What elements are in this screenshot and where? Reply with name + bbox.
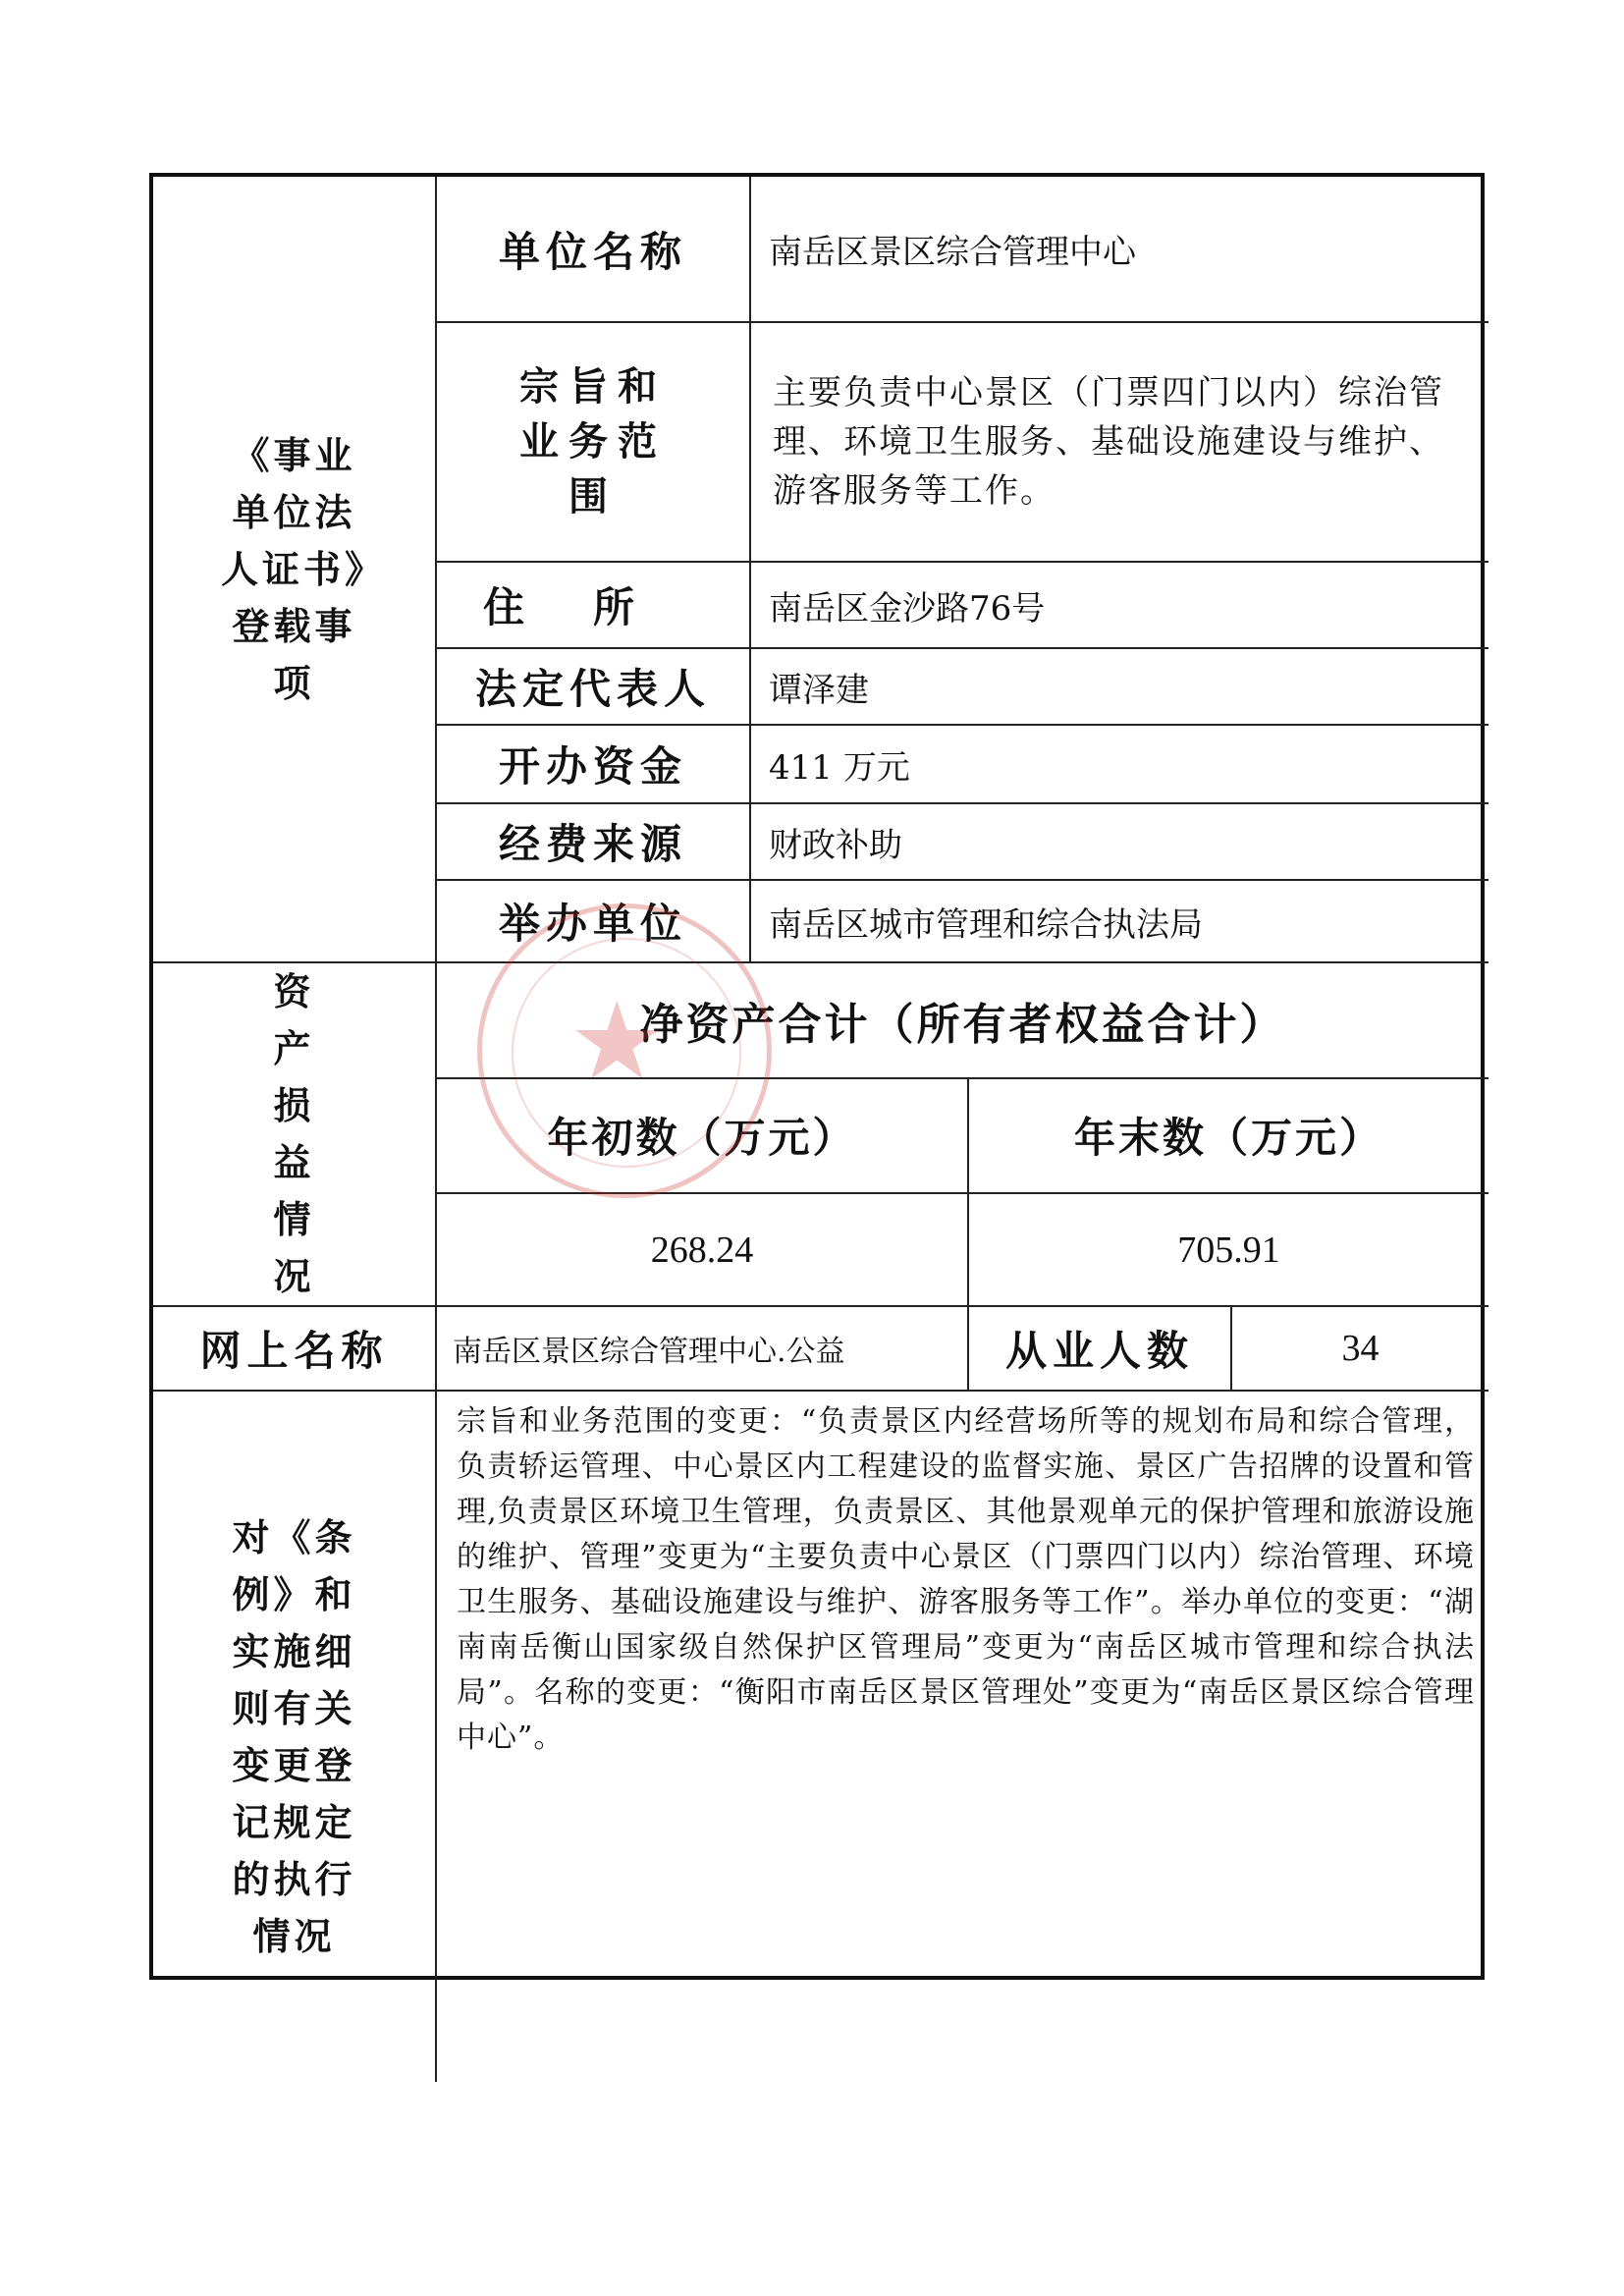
seal-star-icon: ★ xyxy=(568,978,666,1104)
form-table xyxy=(153,177,1489,2082)
sponsor-value: 南岳区城市管理和综合执法局 xyxy=(750,880,1489,962)
capital-value: 411 万元 xyxy=(750,725,1489,803)
begin-year-value: 268.24 xyxy=(436,1193,968,1306)
capital-label: 开办资金 xyxy=(436,725,750,803)
section-registration-title: 《事业单位法人证书》登载事项 xyxy=(153,177,436,962)
address-value: 南岳区金沙路76号 xyxy=(750,562,1489,648)
net-assets-header: 净资产合计（所有者权益合计） xyxy=(436,962,1489,1078)
begin-year-label: 年初数（万元） xyxy=(436,1078,968,1194)
address-label: 住所 xyxy=(436,562,750,648)
funding-label: 经费来源 xyxy=(436,803,750,880)
purpose-label: 宗旨和业务范围 xyxy=(436,322,750,562)
row-online xyxy=(153,1306,1489,1391)
sponsor-label: 举办单位 xyxy=(436,880,750,962)
row-unit-name xyxy=(153,177,1489,322)
registration-form xyxy=(149,173,1485,1980)
changes-text: 宗旨和业务范围的变更：“负责景区内经营场所等的规划布局和综合管理，负责轿运管理、中心景区内工程建设的监督实施、景区广告招牌的设置和管理,负责景区环境卫生管理，负责景区、其他景观单元的保护管理和旅游设施的维护、管理”变更为“主要负责中心景区（门票四门以内）综治管理、环境卫生服务、基础设施建设与维护、游客服务等工作”。举办单位的变更：“湖南南岳衡山国家级自然保护区管理局”变更为“南岳区城市管理和综合执法局”。名称的变更：“衡阳市南岳区景区管理处”变更为“南岳区景区综合管理中心”。 xyxy=(436,1391,1489,2082)
staff-count-label: 从业人数 xyxy=(968,1306,1231,1391)
purpose-value: 主要负责中心景区（门票四门以内）综治管理、环境卫生服务、基础设施建设与维护、游客服务等工作。 xyxy=(750,322,1489,562)
legal-rep-value: 谭泽建 xyxy=(750,648,1489,725)
section-changes-title: 对《条例》和实施细则有关变更登记规定的执行情况 xyxy=(153,1391,436,2082)
unit-name-value: 南岳区景区综合管理中心 xyxy=(750,177,1489,322)
legal-rep-label: 法定代表人 xyxy=(436,648,750,725)
end-year-label: 年末数（万元） xyxy=(968,1078,1489,1194)
staff-count-value: 34 xyxy=(1231,1306,1489,1391)
online-name-value: 南岳区景区综合管理中心.公益 xyxy=(436,1306,968,1391)
funding-value: 财政补助 xyxy=(750,803,1489,880)
row-assets-header xyxy=(153,962,1489,1078)
online-name-label: 网上名称 xyxy=(153,1306,436,1391)
section-assets-title: 资产损益情况 xyxy=(153,962,436,1306)
end-year-value: 705.91 xyxy=(968,1193,1489,1306)
row-changes xyxy=(153,1391,1489,2082)
unit-name-label: 单位名称 xyxy=(436,177,750,322)
